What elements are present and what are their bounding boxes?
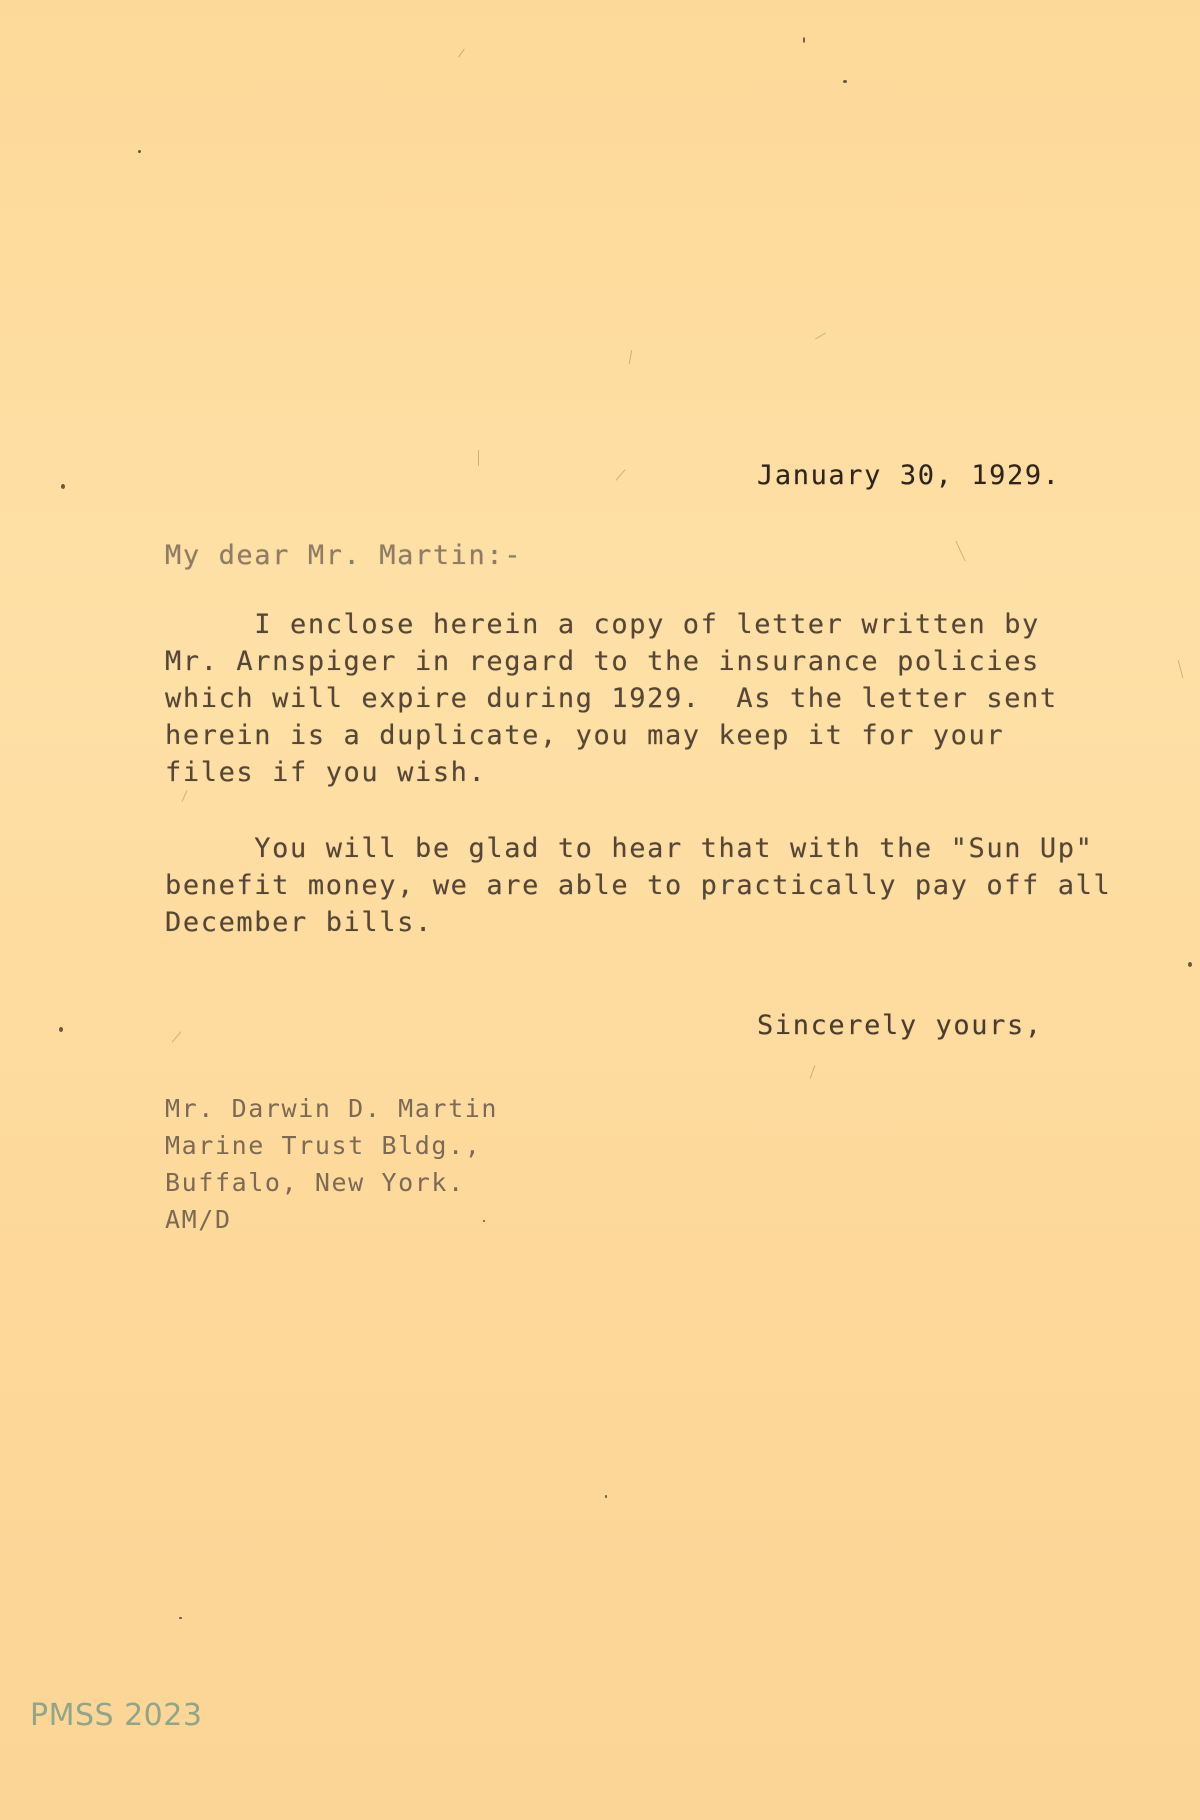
- paper-speck: [843, 80, 847, 83]
- paper-speck: [138, 150, 141, 153]
- paper-fiber: [629, 350, 632, 364]
- paragraph-line: You will be glad to hear that with the "Sun Up": [165, 833, 1094, 864]
- paper-fiber: [478, 450, 479, 466]
- paper-fiber: [616, 469, 626, 480]
- paper-fiber: [1178, 660, 1184, 678]
- paragraph-line: Mr. Arnspiger in regard to the insurance policies: [165, 646, 1040, 677]
- letter-date: January 30, 1929.: [757, 460, 1061, 491]
- paragraph-line: I enclose herein a copy of letter written by: [165, 609, 1040, 640]
- recipient-address: [165, 1090, 498, 1238]
- paragraph-line: which will expire during 1929. As the letter sent: [165, 683, 1058, 714]
- archive-watermark: PMSS 2023: [30, 1698, 203, 1733]
- paper-speck: [1188, 962, 1192, 967]
- letter-salutation: My dear Mr. Martin:-: [165, 540, 523, 571]
- paragraph-line: December bills.: [165, 907, 433, 938]
- letter-paragraph-1: [165, 606, 1058, 791]
- paper-speck: [61, 484, 65, 489]
- address-line: Marine Trust Bldg.,: [165, 1131, 482, 1160]
- paper-speck: [179, 1617, 182, 1619]
- address-line: Buffalo, New York.: [165, 1168, 465, 1197]
- letter-closing: Sincerely yours,: [757, 1010, 1043, 1041]
- paper-speck: [803, 37, 805, 43]
- paragraph-line: benefit money, we are able to practically pay off all: [165, 870, 1112, 901]
- letter-paragraph-2: [165, 830, 1111, 941]
- paragraph-line: files if you wish.: [165, 757, 487, 788]
- paragraph-line: herein is a duplicate, you may keep it for your: [165, 720, 1005, 751]
- typist-initials: AM/D: [165, 1205, 232, 1234]
- paper-fiber: [815, 333, 826, 340]
- paper-speck: [605, 1495, 607, 1498]
- paper-speck: [59, 1027, 63, 1032]
- paper-fiber: [955, 541, 965, 561]
- paper-fiber: [458, 49, 465, 58]
- paper-fiber: [182, 790, 188, 801]
- address-line: Mr. Darwin D. Martin: [165, 1094, 499, 1123]
- paper-fiber: [172, 1031, 182, 1042]
- paper-fiber: [810, 1065, 816, 1078]
